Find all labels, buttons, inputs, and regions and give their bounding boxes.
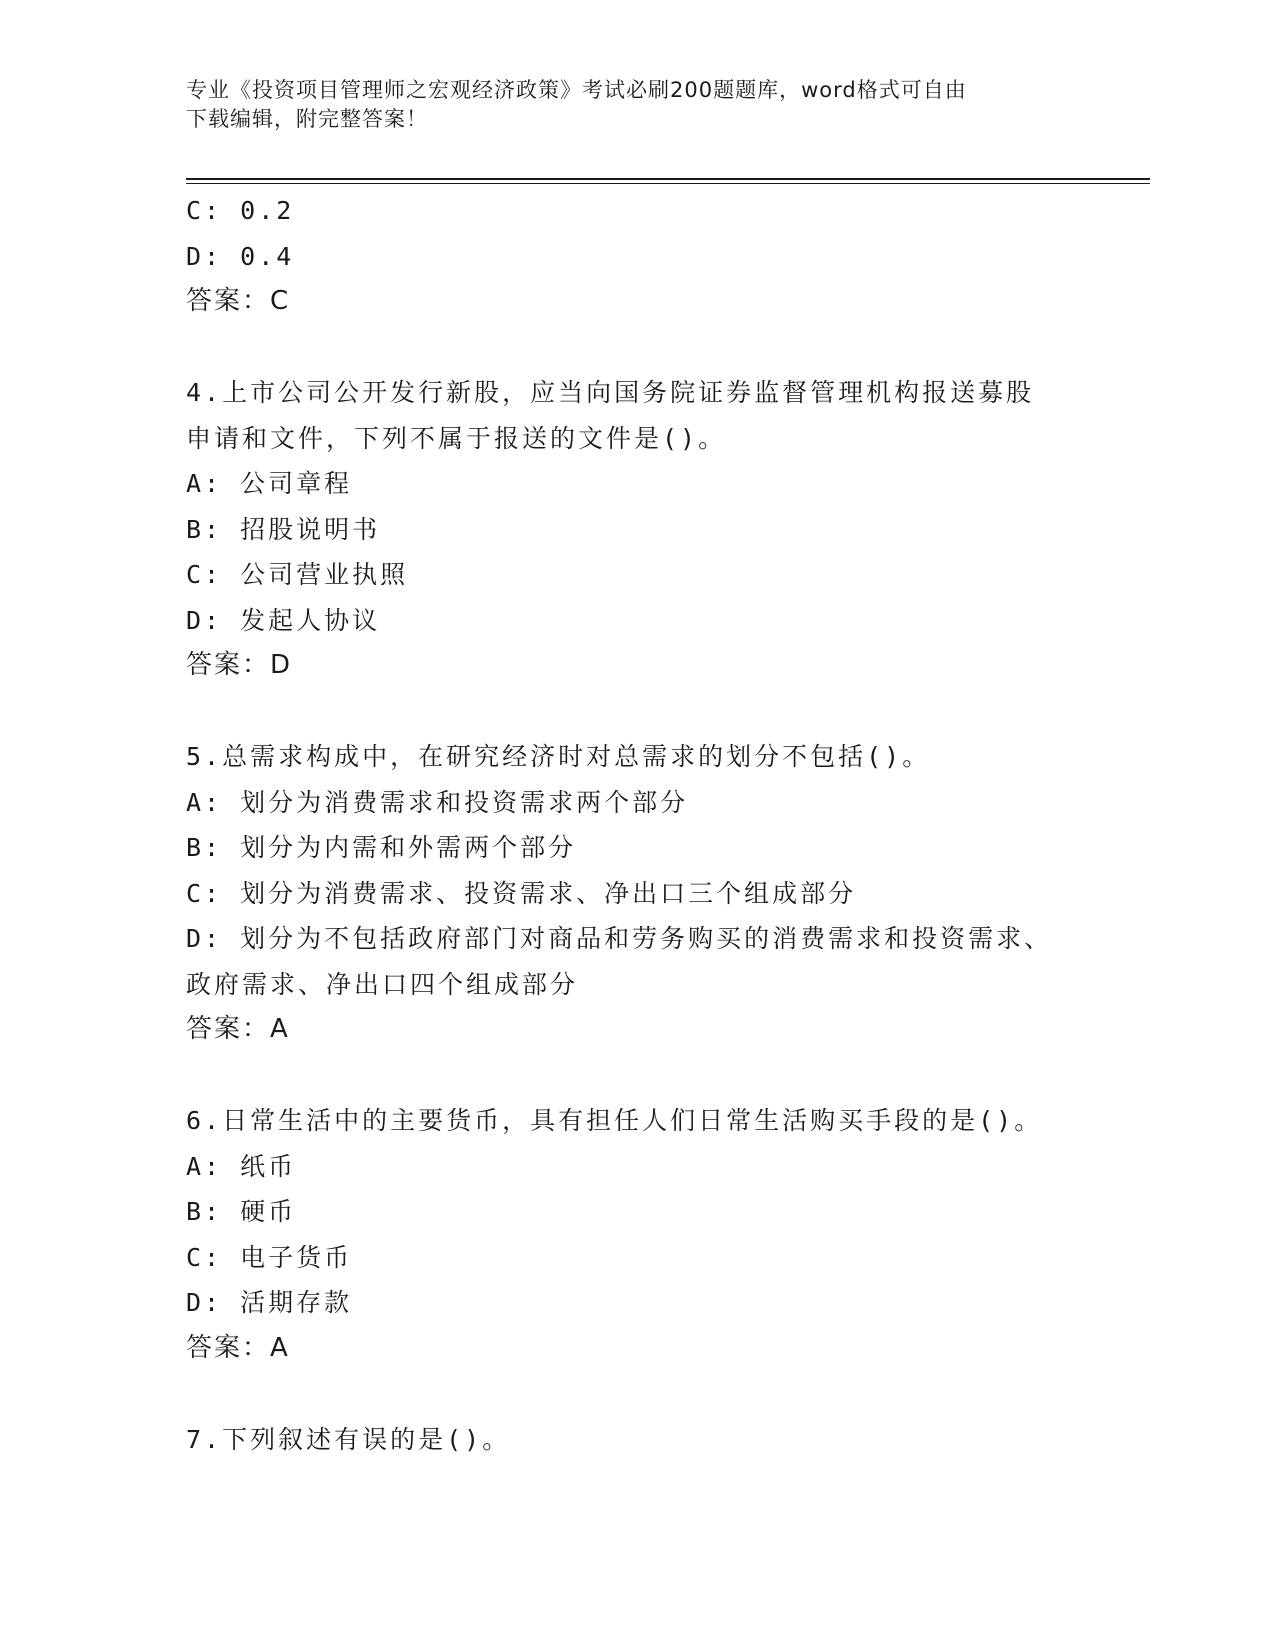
option-d-line-2: 政府需求、净出口四个组成部分 <box>186 969 579 999</box>
answer-line: 答案：D <box>186 650 293 680</box>
option-d: D: 0.4 <box>186 241 295 271</box>
question-stem: 7.下列叙述有误的是()。 <box>186 1424 511 1454</box>
option-b: B: 招股说明书 <box>186 514 381 544</box>
spacer <box>186 1053 1086 1099</box>
spacer <box>186 689 1086 735</box>
question-7 <box>186 1417 1086 1463</box>
option-c: C: 公司营业执照 <box>186 560 409 589</box>
option-c: C: 电子货币 <box>186 1242 353 1272</box>
question-6 <box>186 1098 1086 1371</box>
question-4 <box>186 370 1086 689</box>
option-c: C: 0.2 <box>186 196 295 225</box>
question-stem: 6.日常生活中的主要货币，具有担任人们日常生活购买手段的是()。 <box>186 1106 1043 1135</box>
spacer <box>186 325 1086 371</box>
option-b: B: 硬币 <box>186 1197 297 1226</box>
option-d: D: 发起人协议 <box>186 605 381 635</box>
header-line-1: 专业《投资项目管理师之宏观经济政策》考试必刷200题题库，word格式可自由 <box>186 78 967 102</box>
option-c: C: 划分为消费需求、投资需求、净出口三个组成部分 <box>186 878 857 908</box>
question-list <box>186 188 1086 1462</box>
question-stem-line-2: 申请和文件，下列不属于报送的文件是()。 <box>186 423 727 453</box>
option-a: A: 公司章程 <box>186 469 353 498</box>
option-b: B: 划分为内需和外需两个部分 <box>186 833 577 862</box>
document-header <box>186 76 1066 134</box>
spacer <box>186 1371 1086 1417</box>
header-line-2: 下载编辑，附完整答案！ <box>186 107 428 131</box>
answer-line: 答案：A <box>186 1014 290 1044</box>
option-d: D: 活期存款 <box>186 1288 353 1317</box>
question-stem: 5.总需求构成中，在研究经济时对总需求的划分不包括()。 <box>186 742 931 771</box>
option-d-line-1: D: 划分为不包括政府部门对商品和劳务购买的消费需求和投资需求、 <box>186 924 1053 953</box>
answer-line: 答案：A <box>186 1332 290 1363</box>
answer-line: 答案：C <box>186 286 291 316</box>
header-divider-thick <box>186 178 1150 180</box>
option-a: A: 纸币 <box>186 1151 297 1181</box>
header-divider-thin <box>186 183 1150 184</box>
question-3-tail <box>186 188 1086 325</box>
option-a: A: 划分为消费需求和投资需求两个部分 <box>186 787 689 817</box>
question-5 <box>186 734 1086 1053</box>
question-stem-line-1: 4.上市公司公开发行新股，应当向国务院证券监督管理机构报送募股 <box>186 378 1035 407</box>
